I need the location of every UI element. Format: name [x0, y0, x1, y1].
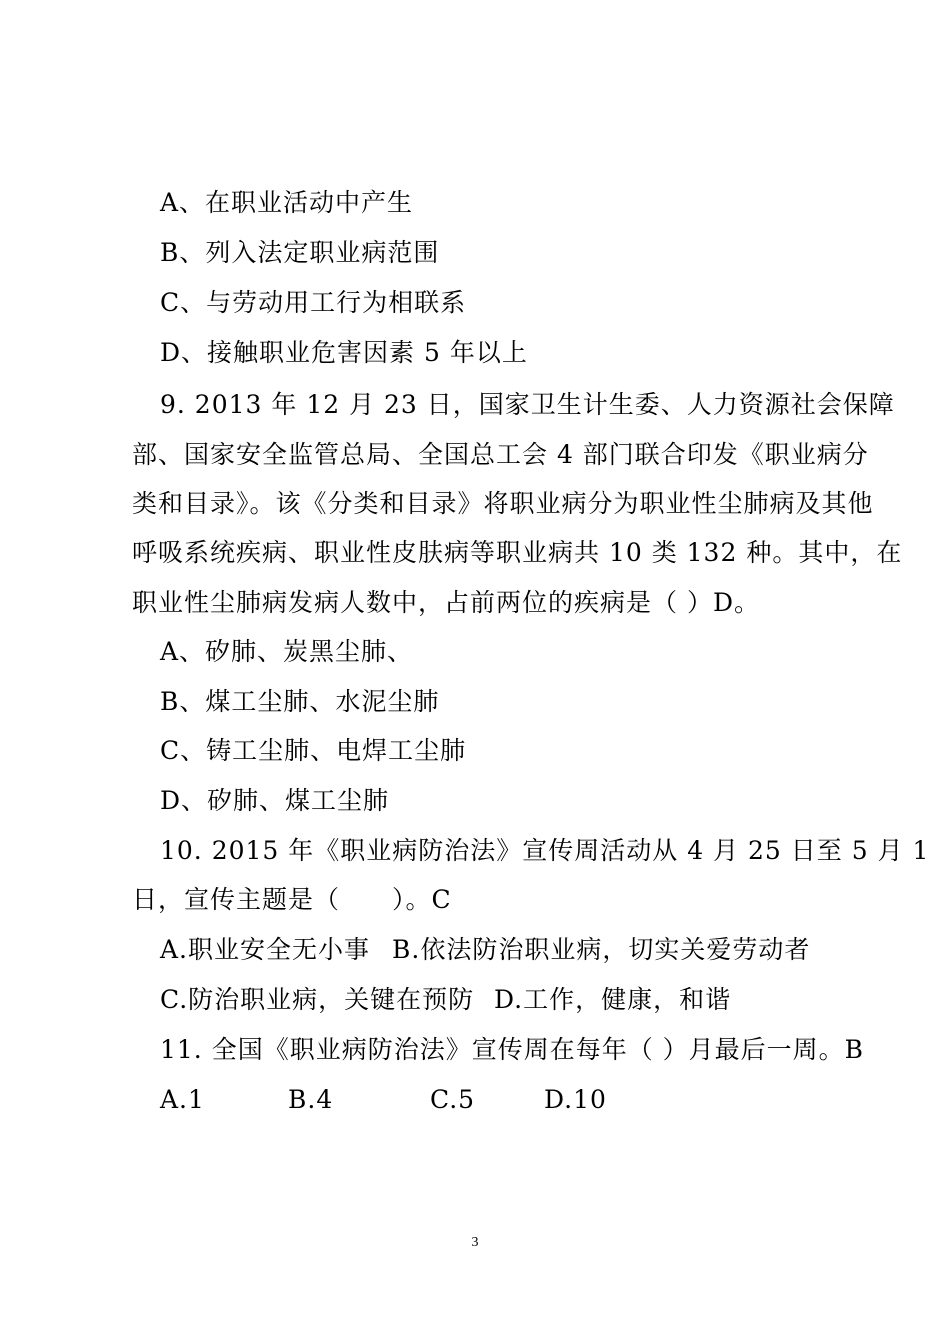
q8-option-a: A、在职业活动中产生 [160, 188, 414, 217]
page-number: 3 [471, 1235, 479, 1250]
q11-option-c: C.5 [430, 1085, 476, 1114]
q9-option-c: C、铸工尘肺、电焊工尘肺 [160, 736, 467, 765]
q10-options-row-2 [160, 985, 731, 1015]
q9-stem-line-5: 职业性尘肺病发病人数中，占前两位的疾病是（ ）D。 [132, 588, 760, 617]
q9-stem-line-4: 呼吸系统疾病、职业性皮肤病等职业病共 10 类 132 种。其中，在 [132, 538, 903, 567]
q9-option-b: B、煤工尘肺、水泥尘肺 [160, 687, 440, 716]
q9-stem-line-2: 部、国家安全监管总局、全国总工会 4 部门联合印发《职业病分 [132, 440, 869, 469]
q9-stem-line-1: 9. 2013 年 12 月 23 日，国家卫生计生委、人力资源社会保障 [160, 390, 895, 419]
q8-option-b: B、列入法定职业病范围 [160, 238, 440, 267]
q11-options-row [160, 1085, 607, 1115]
q10-option-c: C.防治职业病，关键在预防 [160, 985, 475, 1014]
q10-options-row-1 [160, 935, 810, 965]
q10-option-b: B.依法防治职业病，切实关爱劳动者 [392, 935, 811, 964]
q8-option-c: C、与劳动用工行为相联系 [160, 288, 467, 317]
q8-option-d: D、接触职业危害因素 5 年以上 [160, 338, 528, 367]
q9-stem-line-3: 类和目录》。该《分类和目录》将职业病分为职业性尘肺病及其他 [132, 489, 874, 518]
q11-option-a: A.1 [160, 1085, 205, 1114]
q10-option-a: A.职业安全无小事 [160, 935, 371, 964]
q9-option-a: A、矽肺、炭黑尘肺、 [160, 637, 414, 666]
q11-option-b: B.4 [288, 1085, 334, 1114]
q10-option-d: D.工作，健康，和谐 [494, 985, 732, 1014]
q9-option-d: D、矽肺、煤工尘肺 [160, 786, 390, 815]
q11-option-d: D.10 [544, 1085, 607, 1114]
q11-stem-line-1: 11. 全国《职业病防治法》宣传周在每年（ ）月最后一周。B [160, 1035, 865, 1064]
q10-stem-line-1: 10. 2015 年《职业病防治法》宣传周活动从 4 月 25 日至 5 月 1 [160, 836, 930, 865]
q10-stem-line-2: 日，宣传主题是（ ）。C [132, 885, 452, 914]
